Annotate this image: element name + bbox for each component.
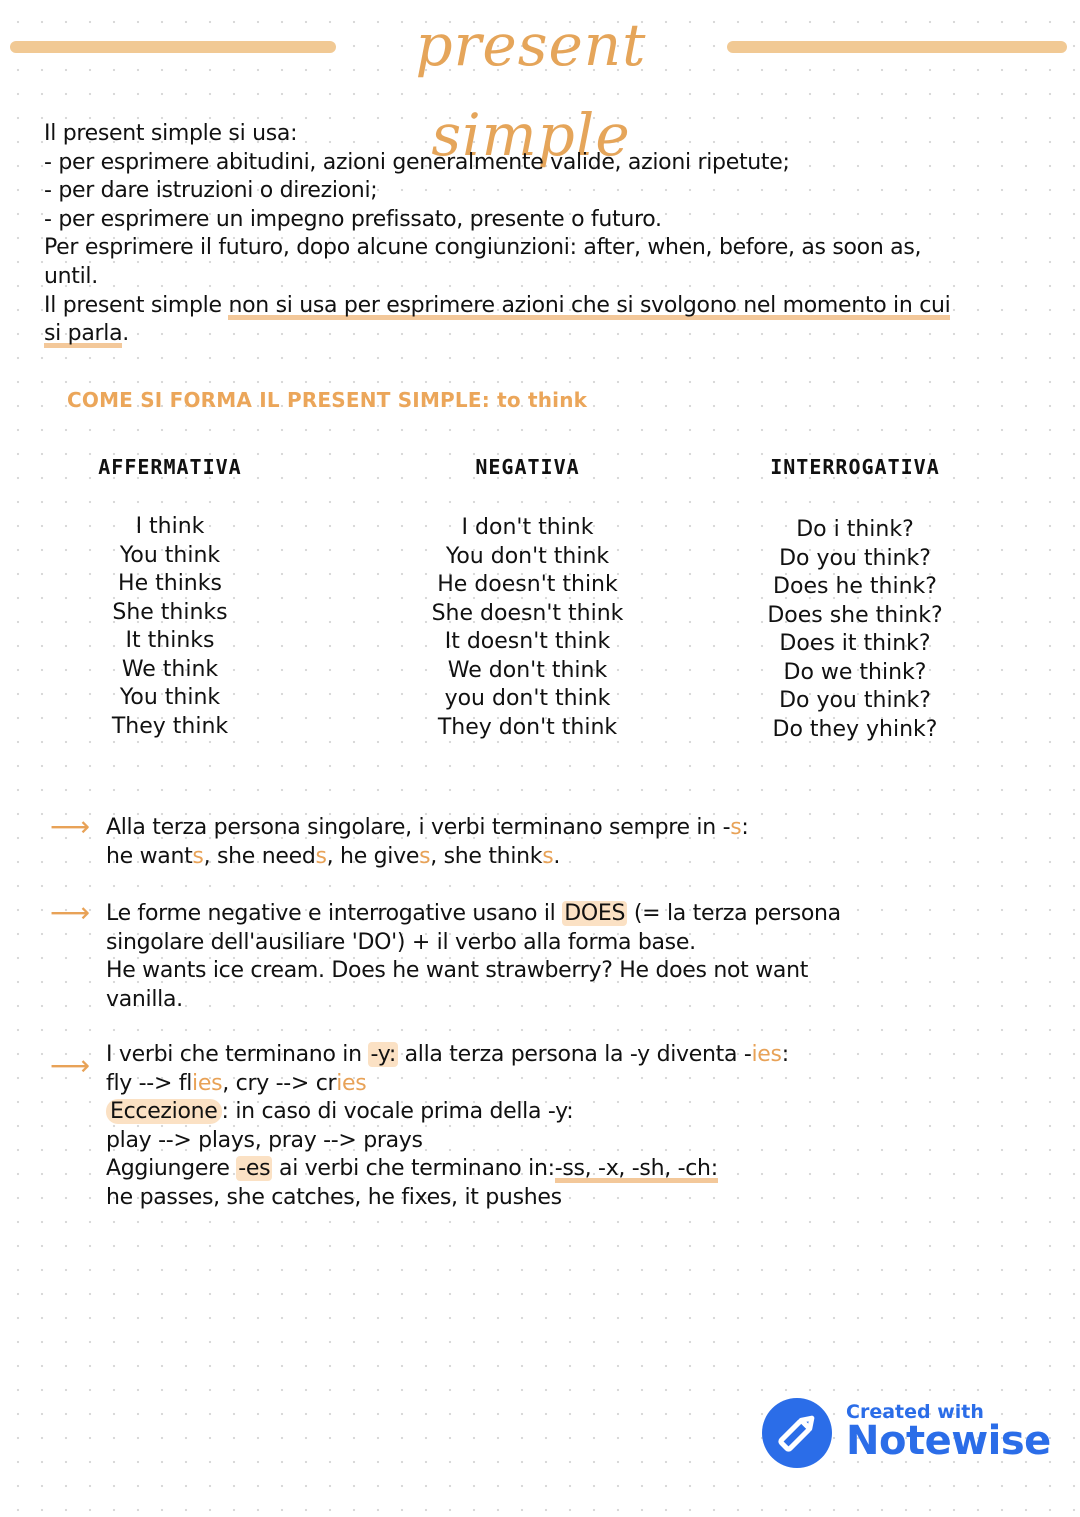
- rule-text: : in caso di vocale prima della -y:: [221, 1099, 574, 1125]
- example-text: , cry --> cr: [222, 1070, 337, 1096]
- title-left-stroke: [10, 41, 336, 53]
- page-title: present simple: [415, 11, 647, 169]
- highlighted-text: Eccezione: [106, 1099, 222, 1124]
- rule-text: Alla terza persona singolare, i verbi terminano sempre in -: [106, 815, 731, 840]
- suffix-text: ies: [192, 1070, 223, 1096]
- intro-line: - per dare istruzioni o direzioni;: [44, 178, 378, 204]
- negativa-column: [400, 455, 655, 740]
- example-text: he want: [106, 843, 193, 869]
- rule-line: vanilla.: [106, 986, 183, 1012]
- intro-line: until.: [44, 263, 98, 289]
- rule-text: ai verbi che terminano in:: [272, 1156, 555, 1182]
- conjugation-row: He doesn't think: [437, 572, 618, 597]
- rule-line: [106, 1070, 1006, 1099]
- intro-line: Per esprimere il futuro, dopo alcune congiunzioni: after, when, before, as soon as,: [44, 235, 922, 261]
- conjugation-row: He thinks: [118, 571, 222, 596]
- conjugation-row: They think: [111, 713, 229, 739]
- example-text: , she think: [430, 843, 543, 869]
- rule-line: [106, 1098, 1006, 1127]
- conjugation-row: I think: [135, 514, 205, 539]
- intro-text: .: [122, 321, 129, 347]
- rule-line: [106, 1041, 1006, 1070]
- rule-line: he passes, she catches, he fixes, it pushes: [106, 1184, 562, 1210]
- underlined-text: si parla: [44, 321, 123, 347]
- example-text: , he give: [326, 843, 420, 869]
- intro-line: - per esprimere abitudini, azioni generalmente valide, azioni ripetute;: [44, 149, 790, 175]
- rule-line: [106, 843, 1006, 872]
- suffix-text: s: [192, 843, 204, 869]
- underlined-text: -ss, -x, -sh, -ch:: [554, 1156, 718, 1182]
- suffix-text: s: [730, 815, 742, 840]
- watermark-caption: Created with: [846, 1401, 984, 1423]
- example-text: .: [553, 843, 561, 869]
- conjugation-row: Do they yhink?: [772, 716, 938, 742]
- suffix-text: ies: [751, 1042, 782, 1067]
- conjugation-row: You don't think: [445, 543, 610, 569]
- highlighted-text: DOES: [564, 901, 626, 926]
- column-header: INTERROGATIVA: [770, 455, 940, 479]
- conjugation-row: Do we think?: [783, 659, 927, 685]
- conjugation-row: They don't think: [437, 714, 618, 740]
- intro-line: [44, 320, 1044, 349]
- conjugation-row: She doesn't think: [431, 600, 624, 626]
- intro-paragraph: [44, 120, 1044, 349]
- title-right-stroke: [727, 41, 1067, 53]
- conjugation-row: you don't think: [444, 686, 611, 711]
- pencil-icon: [762, 1398, 832, 1468]
- suffix-text: ies: [336, 1070, 367, 1096]
- conjugation-row: We think: [121, 656, 219, 682]
- arrow-right-icon: ⟶: [50, 1049, 90, 1082]
- conjugation-row: Do i think?: [796, 517, 914, 542]
- rule-text: :: [781, 1042, 789, 1067]
- conjugation-row: You think: [119, 685, 221, 710]
- conjugation-row: Does it think?: [779, 631, 931, 656]
- rule-text: (= la terza persona: [627, 901, 841, 926]
- intro-text: Il present simple: [44, 292, 229, 318]
- conjugation-row: Do you think?: [779, 545, 931, 571]
- conjugation-row: I don't think: [461, 515, 594, 540]
- intro-line: - per esprimere un impegno prefissato, presente o futuro.: [44, 206, 662, 232]
- rule-line: [106, 900, 1006, 929]
- watermark-brand: Notewise: [846, 1418, 1051, 1464]
- rule-text: I verbi che terminano in: [106, 1042, 369, 1067]
- suffix-text: s: [542, 843, 554, 869]
- conjugation-row: She thinks: [112, 599, 228, 625]
- intro-line: Il present simple si usa:: [44, 121, 298, 146]
- conjugation-row: Do you think?: [779, 688, 931, 713]
- arrow-right-icon: ⟶: [50, 810, 90, 843]
- highlighted-text: -y:: [370, 1042, 396, 1067]
- section-heading: COME SI FORMA IL PRESENT SIMPLE: to think: [67, 388, 588, 412]
- interrogativa-column: [730, 455, 980, 742]
- suffix-text: s: [315, 843, 327, 869]
- conjugation-row: It thinks: [125, 628, 215, 653]
- rule-line: [106, 814, 1006, 843]
- conjugation-row: We don't think: [447, 657, 608, 683]
- rule-text: :: [741, 815, 749, 840]
- affermativa-column: [60, 455, 280, 739]
- intro-line: [44, 292, 1044, 321]
- rule-line: play --> plays, pray --> prays: [106, 1127, 423, 1153]
- rule-line: He wants ice cream. Does he want strawberry? He does not want: [106, 958, 809, 984]
- conjugation-row: Does he think?: [773, 574, 937, 599]
- example-text: , she need: [203, 843, 316, 869]
- column-header: NEGATIVA: [475, 455, 580, 479]
- rule-text: alla terza persona la -y diventa -: [397, 1042, 752, 1067]
- conjugation-row: You think: [119, 542, 221, 568]
- highlighted-text: -es: [238, 1156, 271, 1182]
- suffix-text: s: [419, 843, 431, 869]
- rule-line: singolare dell'ausiliare 'DO') + il verbo alla forma base.: [106, 929, 696, 955]
- example-text: fly --> fl: [106, 1070, 193, 1096]
- rule-text: Aggiungere: [106, 1156, 237, 1182]
- conjugation-row: It doesn't think: [444, 629, 611, 654]
- notewise-watermark: [762, 1398, 1052, 1472]
- arrow-right-icon: ⟶: [50, 896, 90, 929]
- column-header: AFFERMATIVA: [98, 455, 242, 479]
- underlined-text: non si usa per esprimere azioni che si svolgono nel momento in cui: [228, 292, 951, 318]
- rule-text: Le forme negative e interrogative usano il: [106, 901, 563, 926]
- rule-line: [106, 1155, 1006, 1184]
- conjugation-row: Does she think?: [767, 602, 943, 628]
